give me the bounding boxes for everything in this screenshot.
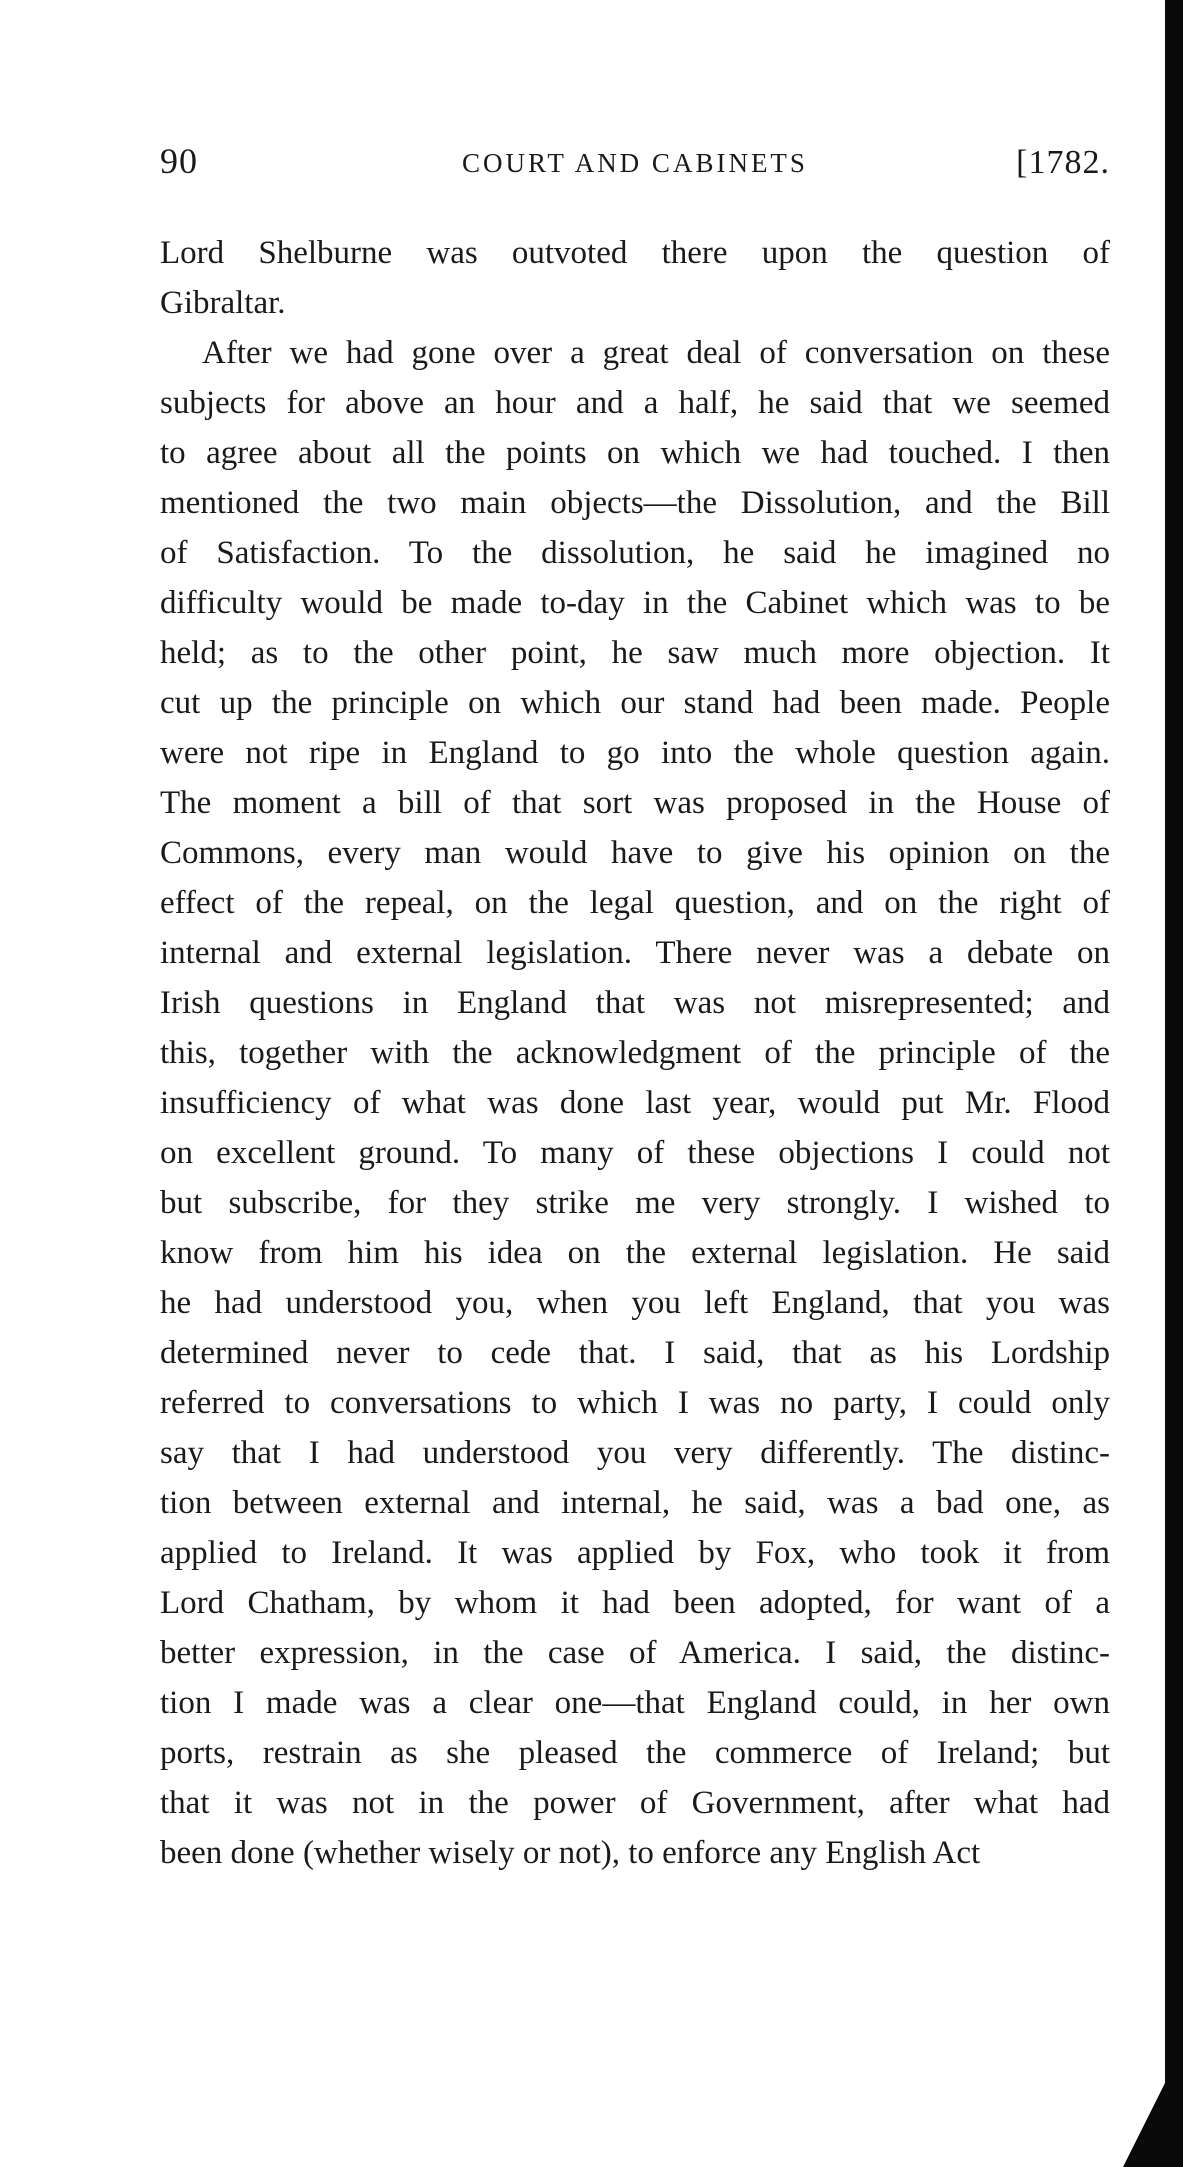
paragraph xyxy=(160,228,1110,328)
text-line: Gibraltar. xyxy=(160,285,286,321)
text-line: mentioned the two main objects—the Dissolution, and the Bill xyxy=(160,485,1110,521)
text-line: Irish questions in England that was not misrepresented; and xyxy=(160,985,1110,1021)
text-line: this, together with the acknowledgment of the principle of the xyxy=(160,1035,1110,1071)
text-line: insufficiency of what was done last year, would put Mr. Flood xyxy=(160,1085,1110,1121)
text-line: that it was not in the power of Government, after what had xyxy=(160,1785,1110,1821)
text-line: tion between external and internal, he said, was a bad one, as xyxy=(160,1485,1110,1521)
text-line: Commons, every man would have to give his opinion on the xyxy=(160,835,1110,871)
text-line: held; as to the other point, he saw much more objection. It xyxy=(160,635,1110,671)
text-line: Lord Shelburne was outvoted there upon the question of xyxy=(160,235,1110,271)
text-line: determined never to cede that. I said, that as his Lordship xyxy=(160,1335,1110,1371)
text-line: applied to Ireland. It was applied by Fox, who took it from xyxy=(160,1535,1110,1571)
text-line: referred to conversations to which I was no party, I could only xyxy=(160,1385,1110,1421)
text-line: been done (whether wisely or not), to enforce any English Act xyxy=(160,1835,981,1871)
text-line: he had understood you, when you left England, that you was xyxy=(160,1285,1110,1321)
text-line: subjects for above an hour and a half, he said that we seemed xyxy=(160,385,1110,421)
text-line: internal and external legislation. There never was a debate on xyxy=(160,935,1110,971)
header-year: [1782. xyxy=(1016,144,1110,181)
binding-shadow xyxy=(1123,2047,1183,2167)
binding-edge xyxy=(1165,0,1183,2167)
text-line: to agree about all the points on which we had touched. I then xyxy=(160,435,1110,471)
text-line: tion I made was a clear one—that England could, in her own xyxy=(160,1685,1110,1721)
text-line: but subscribe, for they strike me very strongly. I wished to xyxy=(160,1185,1110,1221)
text-line: say that I had understood you very differently. The distinc- xyxy=(160,1435,1110,1471)
text-line: After we had gone over a great deal of conversation on these xyxy=(202,335,1110,371)
text-line: ports, restrain as she pleased the commerce of Ireland; but xyxy=(160,1735,1110,1771)
text-line: were not ripe in England to go into the whole question again. xyxy=(160,735,1110,771)
text-line: effect of the repeal, on the legal question, and on the right of xyxy=(160,885,1110,921)
text-line: know from him his idea on the external legislation. He said xyxy=(160,1235,1110,1271)
body-text xyxy=(160,228,1110,1878)
paragraph xyxy=(160,328,1110,1878)
text-line: Lord Chatham, by whom it had been adopted, for want of a xyxy=(160,1585,1110,1621)
text-line: better expression, in the case of America. I said, the distinc- xyxy=(160,1635,1110,1671)
text-line: cut up the principle on which our stand had been made. People xyxy=(160,685,1110,721)
text-line: difficulty would be made to-day in the Cabinet which was to be xyxy=(160,585,1110,621)
text-line: on excellent ground. To many of these objections I could not xyxy=(160,1135,1110,1171)
running-title: COURT AND CABINETS xyxy=(462,148,808,178)
text-line: of Satisfaction. To the dissolution, he said he imagined no xyxy=(160,535,1110,571)
page-header xyxy=(160,140,1110,190)
text-line: The moment a bill of that sort was proposed in the House of xyxy=(160,785,1110,821)
page-number: 90 xyxy=(160,141,198,181)
